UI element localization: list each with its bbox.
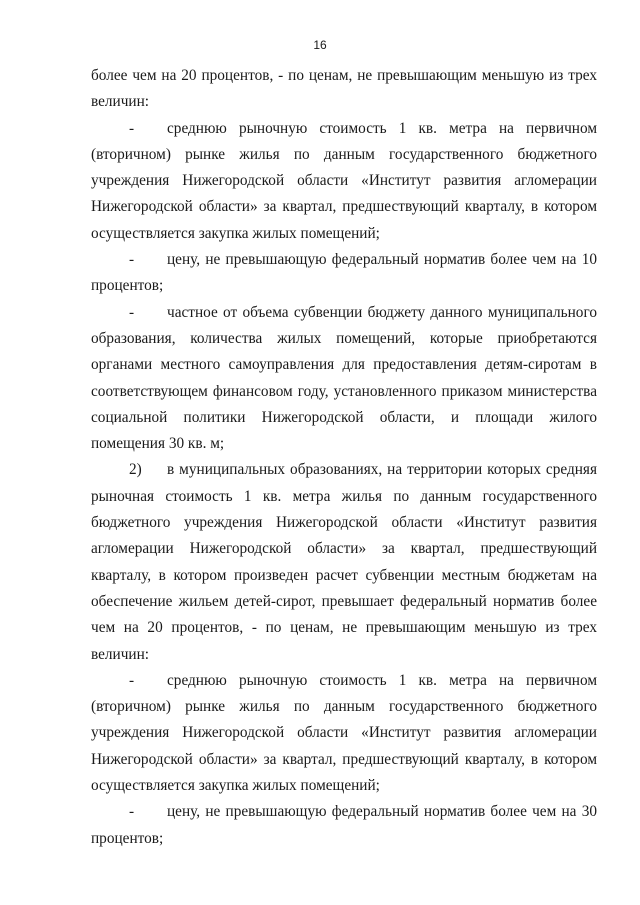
paragraph-text: в муниципальных образованиях, на территории которых средняя рыночная стоимость 1 кв. метра жилья по данным государственного бюджетного учреждения Нижегородской области «Институт развития агломерации Нижегородской области» за квартал, предшествующий кварталу, в котором произведен расчет субвенции местным бюджетам на обеспечение жильем детей-сирот, превышает федеральный норматив более чем на 20 процентов, - по ценам, не превышающим меньшую из трех величин: <box>91 461 597 663</box>
paragraph-text: цену, не превышающую федеральный норматив более чем на 10 процентов; <box>91 251 597 295</box>
bullet-paragraph <box>91 300 597 458</box>
bullet-paragraph <box>91 799 597 852</box>
bullet-paragraph <box>91 116 597 247</box>
bullet-marker: - <box>129 671 135 689</box>
item-number: 2) <box>129 461 142 479</box>
bullet-paragraph <box>91 668 597 799</box>
bullet-marker: - <box>129 303 135 321</box>
bullet-marker: - <box>129 119 135 137</box>
paragraph-text: частное от объема субвенции бюджету данного муниципального образования, количества жилых помещений, которые приобретаются органами местного самоуправления для предоставления детям-сиротам в соответствующем финансовом году, установленного приказом министерства социальной политики Нижегородской области, и площади жилого помещения 30 кв. м; <box>91 303 597 453</box>
paragraph-text: цену, не превышающую федеральный норматив более чем на 30 процентов; <box>91 803 597 847</box>
paragraph-continuation <box>91 63 597 116</box>
bullet-paragraph <box>91 247 597 300</box>
page-number: 16 <box>313 38 327 52</box>
document-body <box>91 63 597 852</box>
numbered-paragraph <box>91 457 597 667</box>
paragraph-text: среднюю рыночную стоимость 1 кв. метра на первичном (вторичном) рынке жилья по данным государственного бюджетного учреждения Нижегородской области «Институт развития агломерации Нижегородской области» за квартал, предшествующий кварталу, в котором осуществляется закупка жилых помещений; <box>91 119 597 242</box>
bullet-marker: - <box>129 803 135 821</box>
bullet-marker: - <box>129 251 135 269</box>
paragraph-text: более чем на 20 процентов, - по ценам, не превышающим меньшую из трех величин: <box>91 67 597 111</box>
paragraph-text: среднюю рыночную стоимость 1 кв. метра на первичном (вторичном) рынке жилья по данным государственного бюджетного учреждения Нижегородской области «Институт развития агломерации Нижегородской области» за квартал, предшествующий кварталу, в котором осуществляется закупка жилых помещений; <box>91 671 597 795</box>
